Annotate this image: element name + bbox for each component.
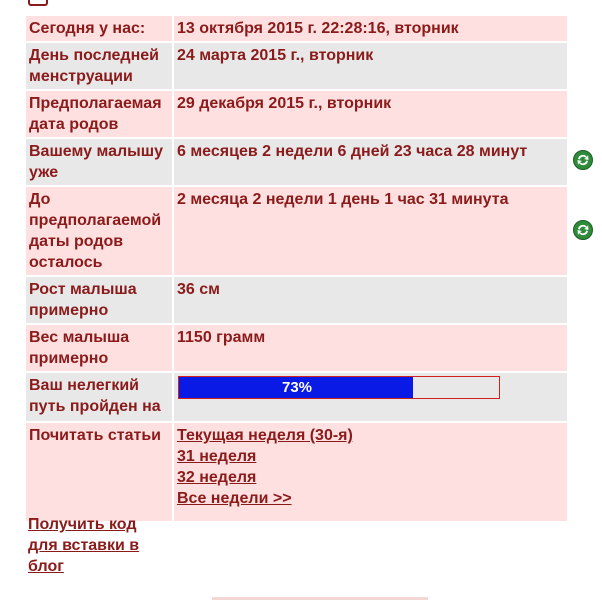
link-week-32[interactable]: 32 неделя	[177, 469, 257, 486]
row-label: Предполагаемая дата родов	[26, 91, 172, 137]
row-label: До предполагаемой даты родов осталось	[26, 187, 172, 275]
progress-text: 73%	[281, 379, 313, 396]
row-value: 1150 грамм	[174, 325, 567, 371]
row-label: День последней менструации	[26, 43, 172, 89]
row-height	[26, 277, 567, 323]
row-value: 36 см	[174, 277, 567, 323]
row-last-period	[26, 43, 567, 89]
row-articles	[26, 423, 567, 521]
row-value: 29 декабря 2015 г., вторник	[174, 91, 567, 137]
row-value: 13 октября 2015 г. 22:28:16, вторник	[174, 16, 567, 41]
pregnancy-info-table	[24, 14, 569, 523]
progress-bar	[178, 376, 500, 399]
link-week-31[interactable]: 31 неделя	[177, 448, 257, 465]
row-time-left	[26, 187, 567, 275]
decorative-fragment	[28, 0, 48, 6]
row-label: Ваш нелегкий путь пройден на	[26, 373, 172, 421]
row-label: Почитать статьи	[26, 423, 172, 521]
refresh-icon[interactable]	[573, 220, 593, 240]
row-label: Вес малыша примерно	[26, 325, 172, 371]
row-value: 2 месяца 2 недели 1 день 1 час 31 минута	[174, 187, 567, 275]
row-due-date	[26, 91, 567, 137]
row-today	[26, 16, 567, 41]
row-weight	[26, 325, 567, 371]
row-value: 6 месяцев 2 недели 6 дней 23 часа 28 минут	[174, 139, 567, 185]
row-progress	[26, 373, 567, 421]
refresh-icon[interactable]	[573, 150, 593, 170]
link-current-week[interactable]: Текущая неделя (30-я)	[177, 427, 353, 444]
row-label: Рост малыша примерно	[26, 277, 172, 323]
row-label: Сегодня у нас:	[26, 16, 172, 41]
link-all-weeks[interactable]: Все недели >>	[177, 490, 292, 507]
row-value: 24 марта 2015 г., вторник	[174, 43, 567, 89]
embed-code-link[interactable]: Получить код для вставки в блог	[28, 516, 140, 575]
row-baby-age	[26, 139, 567, 185]
row-label: Вашему малышу уже	[26, 139, 172, 185]
